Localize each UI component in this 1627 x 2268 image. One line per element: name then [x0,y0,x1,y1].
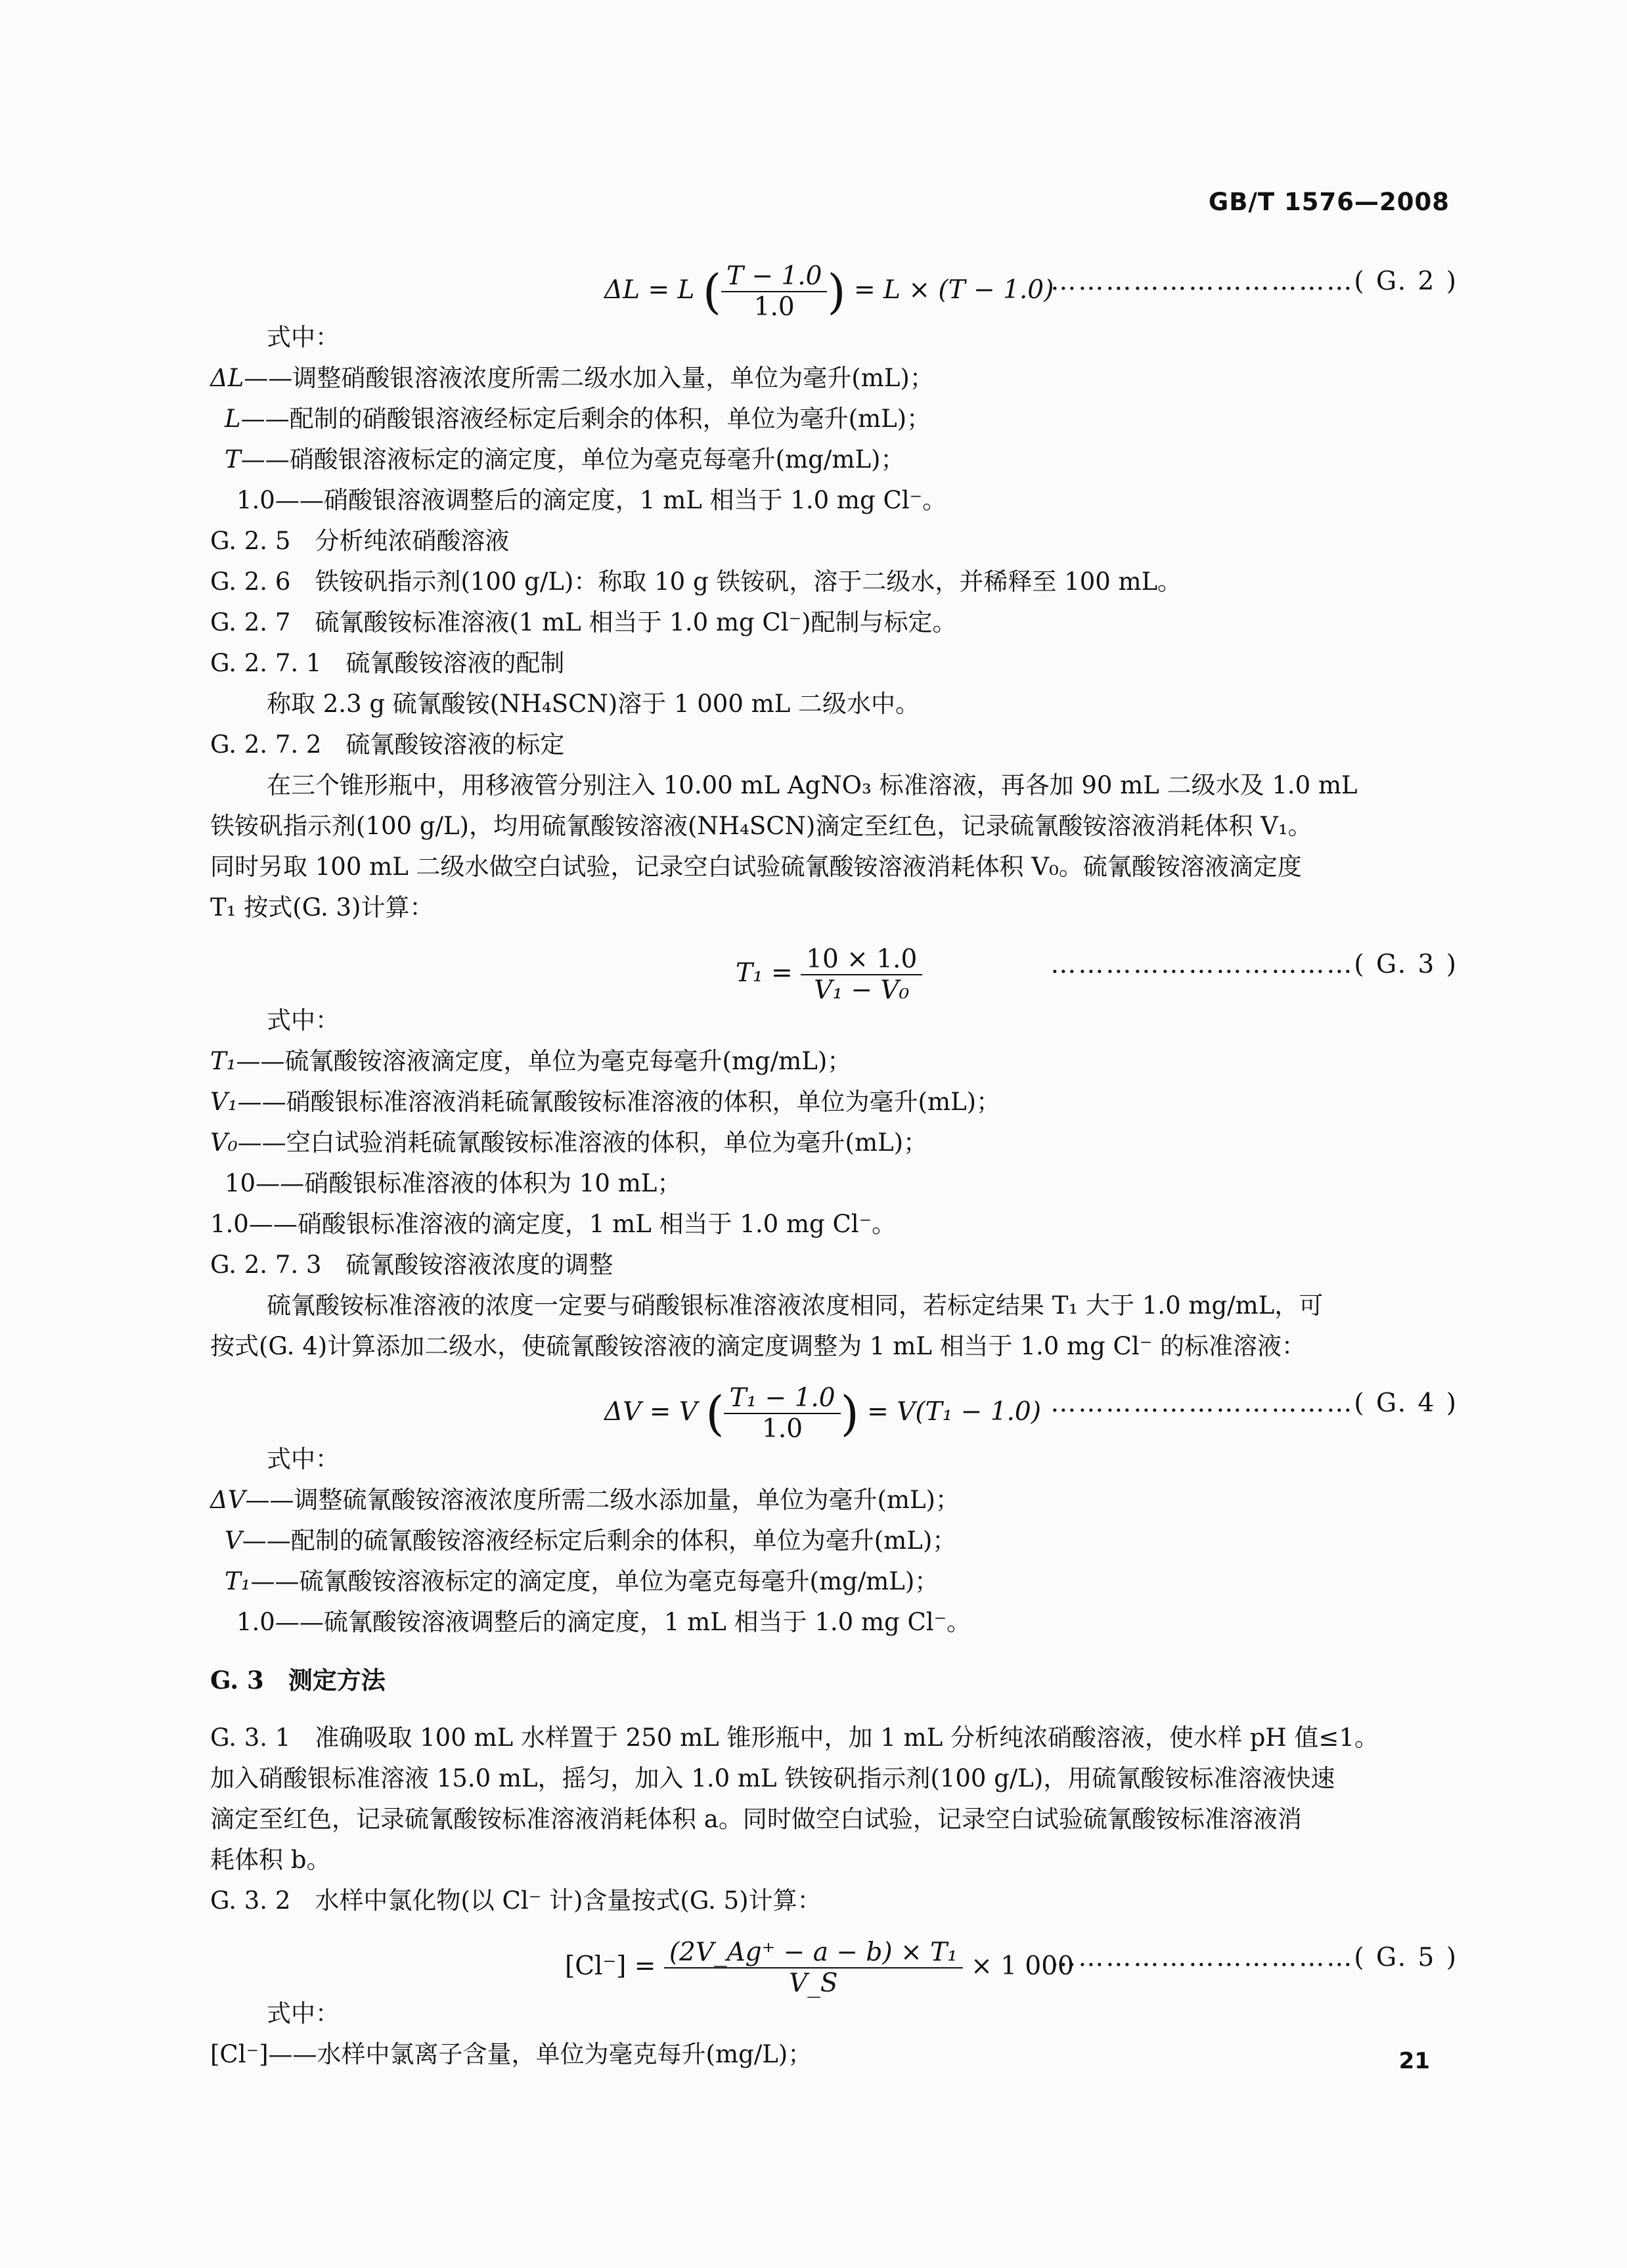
formula-g2: ΔL = L ( $\frac{T - 1.0}{1.0}$ ) = L × (T − 1.0) ……………………………( G. 2 ) [604,261,1458,322]
where-label: 式中： [267,1006,340,1034]
paragraph-line: 耗体积 b。 [210,1846,331,1874]
paragraph-line: 在三个锥形瓶中，用移液管分别注入 10.00 mL AgNO₃ 标准溶液，再各加 90 mL 二级水及 1.0 mL [267,771,1358,799]
formula-g3-number: ( G. 3 ) [1354,950,1458,979]
paragraph-line: 加入硝酸银标准溶液 15.0 mL，摇匀，加入 1.0 mL 铁铵矾指示剂(100 g/L)，用硫氰酸铵标准溶液快速 [210,1764,1335,1792]
where-label: 式中： [267,1999,340,2028]
section-g2-7: G. 2. 7 硫氰酸铵标准溶液(1 mL 相当于 1.0 mg Cl⁻)配制与标定。 [210,608,957,636]
section-g2-7-1: G. 2. 7. 1 硫氰酸铵溶液的配制 [210,649,565,677]
formula-g3-lhs: T₁ = [736,958,793,988]
definition-item: ΔL——调整硝酸银溶液浓度所需二级水加入量，单位为毫升(mL)； [210,364,934,392]
definition-item: V——配制的硫氰酸铵溶液经标定后剩余的体积，单位为毫升(mL)； [225,1526,957,1555]
paragraph-line: 按式(G. 4)计算添加二级水，使硫氰酸铵溶液的滴定度调整为 1 mL 相当于 1.0 mg Cl⁻ 的标准溶液： [210,1332,1306,1360]
section-g2-7-2: G. 2. 7. 2 硫氰酸铵溶液的标定 [210,730,565,759]
definition-item: T₁——硫氰酸铵溶液滴定度，单位为毫克每毫升(mg/mL)； [210,1047,852,1075]
section-g2-5: G. 2. 5 分析纯浓硝酸溶液 [210,527,510,555]
paragraph-line: 铁铵矾指示剂(100 g/L)，均用硫氰酸铵溶液(NH₄SCN)滴定至红色，记录硫氰酸铵溶液消耗体积 V₁。 [210,812,1312,840]
formula-g2-fraction: $\frac{T - 1.0}{1.0}$ [721,261,828,322]
formula-g4-lhs: ΔV = V [604,1397,698,1427]
definition-item: 1.0——硝酸银溶液调整后的滴定度，1 mL 相当于 1.0 mg Cl⁻。 [236,486,947,514]
formula-g3: T₁ = $\frac{10 \times 1.0}{\text{V₁ − V₀}}$ ……………………………( G. 3 ) [736,945,1458,1005]
paragraph-line: T₁ 按式(G. 3)计算： [210,893,434,922]
section-g3-2: G. 3. 2 水样中氯化物(以 Cl⁻ 计)含量按式(G. 5)计算： [210,1886,822,1915]
where-label: 式中： [267,1445,340,1473]
formula-g2-rhs: = L × (T − 1.0) [853,275,1054,305]
formula-g5-lhs: [Cl⁻] = [565,1951,656,1981]
formula-g5-fraction: $\frac{\text{(2V\_Ag⁺ − a − b) × T₁}}{V\_S}$ [664,1938,963,1998]
formula-g4-fraction: $\frac{\text{T₁ − 1.0}}{1.0}$ [724,1383,840,1444]
page-content [210,250,1458,2079]
paragraph-line: 同时另取 100 mL 二级水做空白试验，记录空白试验硫氰酸铵溶液消耗体积 V₀。硫氰酸铵溶液滴定度 [210,853,1302,881]
paragraph-line: 滴定至红色，记录硫氰酸铵标准溶液消耗体积 a。同时做空白试验，记录空白试验硫氰酸铵标准溶液消 [210,1805,1302,1833]
definition-item: 1.0——硫氰酸铵溶液调整后的滴定度，1 mL 相当于 1.0 mg Cl⁻。 [236,1608,971,1636]
standard-code: GB/T 1576—2008 [1208,188,1450,216]
formula-g3-fraction: $\frac{10 \times 1.0}{\text{V₁ − V₀}}$ [801,945,922,1005]
formula-g2-number: ( G. 2 ) [1354,267,1458,296]
formula-g5-rhs: × 1 000 [971,1951,1074,1981]
section-g2-6: G. 2. 6 铁铵矾指示剂(100 g/L)：称取 10 g 铁铵矾，溶于二级水，并稀释至 100 mL。 [210,567,1182,596]
formula-g2-lhs: ΔL = L [604,275,695,305]
formula-g4: ΔV = V ( $\frac{\text{T₁ − 1.0}}{1.0}$ ) = V(T₁ − 1.0) ……………………………( G. 4 ) [604,1383,1458,1444]
definition-item: ΔV——调整硫氰酸铵溶液浓度所需二级水添加量，单位为毫升(mL)； [210,1486,960,1514]
where-label: 式中： [267,323,340,351]
definition-item: V₀——空白试验消耗硫氰酸铵标准溶液的体积，单位为毫升(mL)； [210,1128,928,1157]
definition-item: T₁——硫氰酸铵溶液标定的滴定度，单位为毫克每毫升(mg/mL)； [225,1567,939,1595]
definition-item: [Cl⁻]——水样中氯离子含量，单位为毫克每升(mg/L)； [210,2040,813,2068]
definition-item: L——配制的硝酸银溶液经标定后剩余的体积，单位为毫升(mL)； [225,405,931,433]
section-g2-7-3: G. 2. 7. 3 硫氰酸铵溶液浓度的调整 [210,1251,613,1279]
definition-item: T——硝酸银溶液标定的滴定度，单位为毫克每毫升(mg/mL)； [225,445,905,474]
formula-g4-number: ( G. 4 ) [1354,1389,1458,1418]
section-g3-heading: G. 3 测定方法 [210,1666,386,1695]
formula-g4-rhs: = V(T₁ − 1.0) [867,1397,1041,1427]
page-number: 21 [1398,2048,1430,2074]
definition-item: 10——硝酸银标准溶液的体积为 10 mL； [225,1169,682,1197]
formula-g5-number: ( G. 5 ) [1354,1943,1458,1972]
section-g2-7-1-text: 称取 2.3 g 硫氰酸铵(NH₄SCN)溶于 1 000 mL 二级水中。 [267,690,920,718]
paragraph-line: 硫氰酸铵标准溶液的浓度一定要与硝酸银标准溶液浓度相同，若标定结果 T₁ 大于 1.0 mg/mL，可 [267,1291,1324,1320]
formula-g5: [Cl⁻] = $\frac{\text{(2V\_Ag⁺ − a − b) × T₁}}{V\_S}$ × 1 000 ……………………………( G. 5 ) [565,1938,1458,1998]
definition-item: V₁——硝酸银标准溶液消耗硫氰酸铵标准溶液的体积，单位为毫升(mL)； [210,1088,1001,1116]
paragraph-line: G. 3. 1 准确吸取 100 mL 水样置于 250 mL 锥形瓶中，加 1 mL 分析纯浓硝酸溶液，使水样 pH 值≤1。 [210,1723,1379,1752]
definition-item: 1.0——硝酸银标准溶液的滴定度，1 mL 相当于 1.0 mg Cl⁻。 [210,1210,897,1238]
